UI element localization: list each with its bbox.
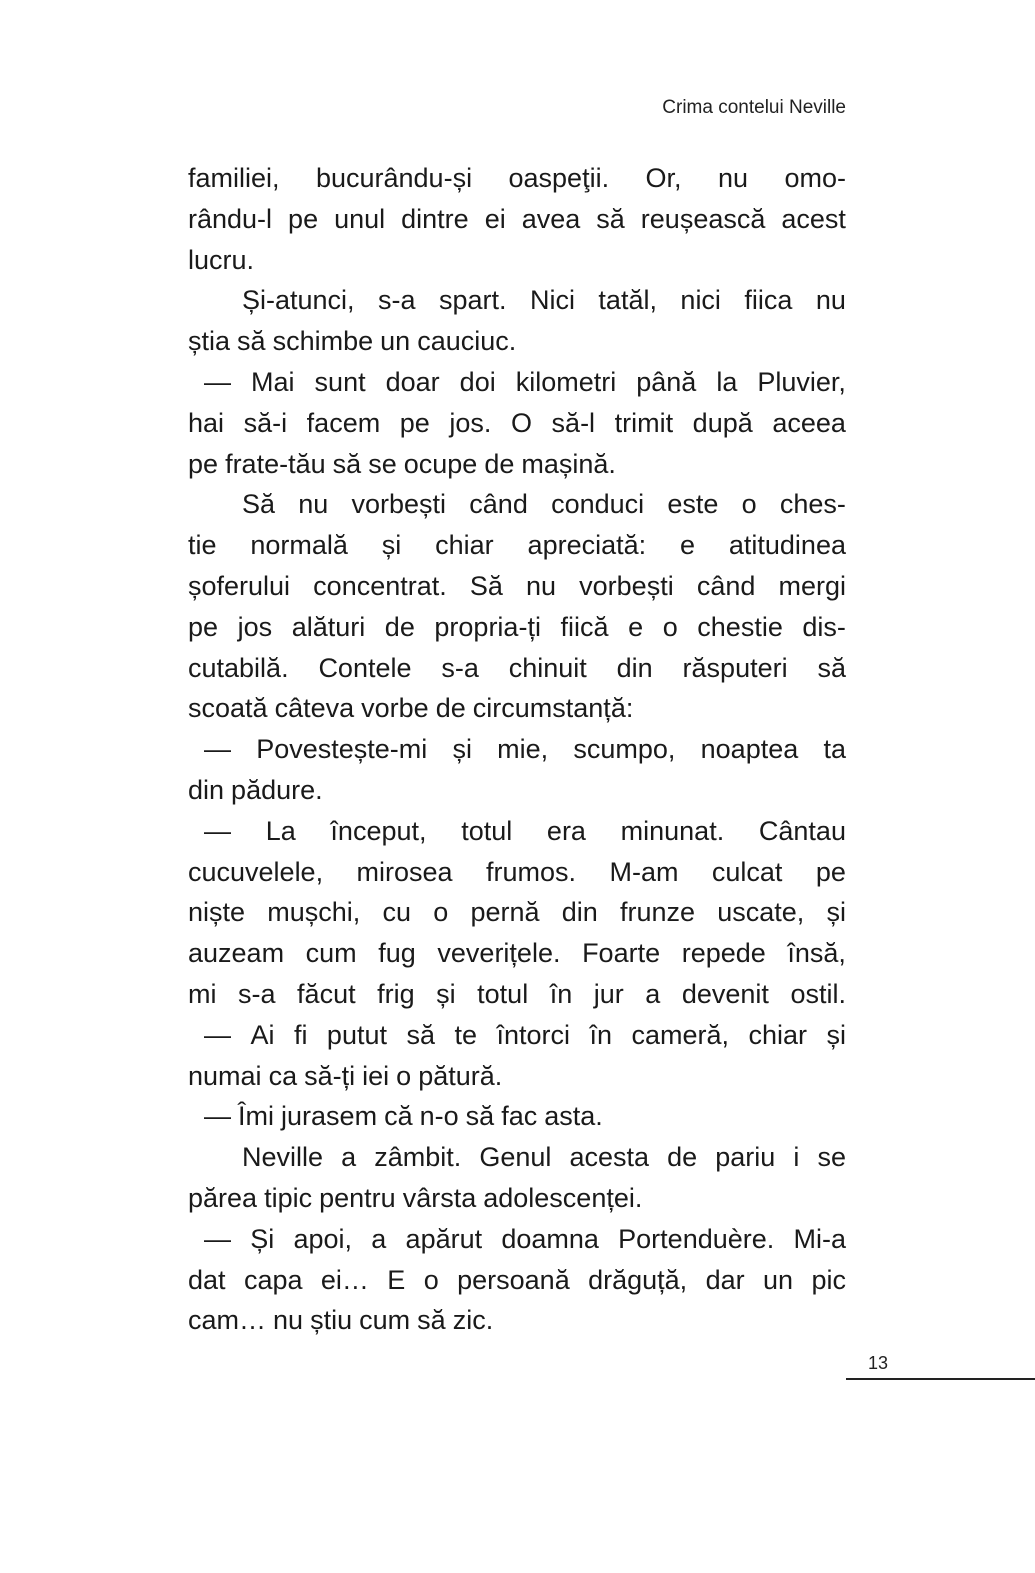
text-line: Și-atunci, s-a spart. Nici tatăl, nici fiica nu [242,285,846,316]
text-line: niște mușchi, cu o pernă din frunze uscate, și [188,897,846,928]
text-line: părea tipic pentru vârsta adolescenței. [188,1182,643,1213]
text-line: cucuvelele, mirosea frumos. M-am culcat pe [188,856,846,887]
text-line: auzeam cum fug veverițele. Foarte repede însă, [188,938,846,969]
text-line: din pădure. [188,774,323,805]
page-number-rule [846,1378,1035,1380]
text-line: — Mai sunt doar doi kilometri până la Pluvier, [204,366,846,397]
text-line: pe jos alături de propria-ți fiică e o chestie dis- [188,611,846,642]
text-line: numai ca să-ți iei o pătură. [188,1060,503,1091]
running-head: Crima contelui Neville [662,97,846,118]
text-line: cam… nu știu cum să zic. [188,1305,494,1336]
text-line: rându-l pe unul dintre ei avea să reușească acest [188,203,846,234]
text-line: — Povestește-mi și mie, scumpo, noaptea ta [204,734,846,765]
text-line: șoferului concentrat. Să nu vorbești când mergi [188,570,846,601]
text-line: tie normală și chiar apreciată: e atitudinea [188,530,846,561]
text-line: cutabilă. Contele s-a chinuit din răsputeri să [188,652,846,683]
text-line: familiei, bucurându-și oaspeţii. Or, nu omo- [188,163,846,193]
text-line: scoată câteva vorbe de circumstanță: [188,693,634,724]
page-number: 13 [868,1353,889,1373]
text-line: dat capa ei… E o persoană drăguță, dar un pic [188,1264,846,1295]
text-line: lucru. [188,244,255,275]
text-line: hai să-i facem pe jos. O să-l trimit după aceea [188,407,846,438]
body-text [188,158,846,1341]
text-line: — Îmi jurasem că n-o să fac asta. [204,1101,603,1132]
text-line: mi s-a făcut frig și totul în jur a devenit ostil. [188,978,846,1009]
text-line: — Ai fi putut să te întorci în cameră, chiar și [204,1019,846,1050]
text-line: Să nu vorbești când conduci este o ches- [242,489,846,520]
text-line: — La început, totul era minunat. Cântau [204,815,846,846]
text-line: Neville a zâmbit. Genul acesta de pariu i se [242,1142,846,1173]
text-line: — Și apoi, a apărut doamna Portenduère. Mi-a [204,1223,846,1254]
text-line: știa să schimbe un cauciuc. [188,326,517,357]
text-line: pe frate-tău să se ocupe de mașină. [188,448,616,479]
